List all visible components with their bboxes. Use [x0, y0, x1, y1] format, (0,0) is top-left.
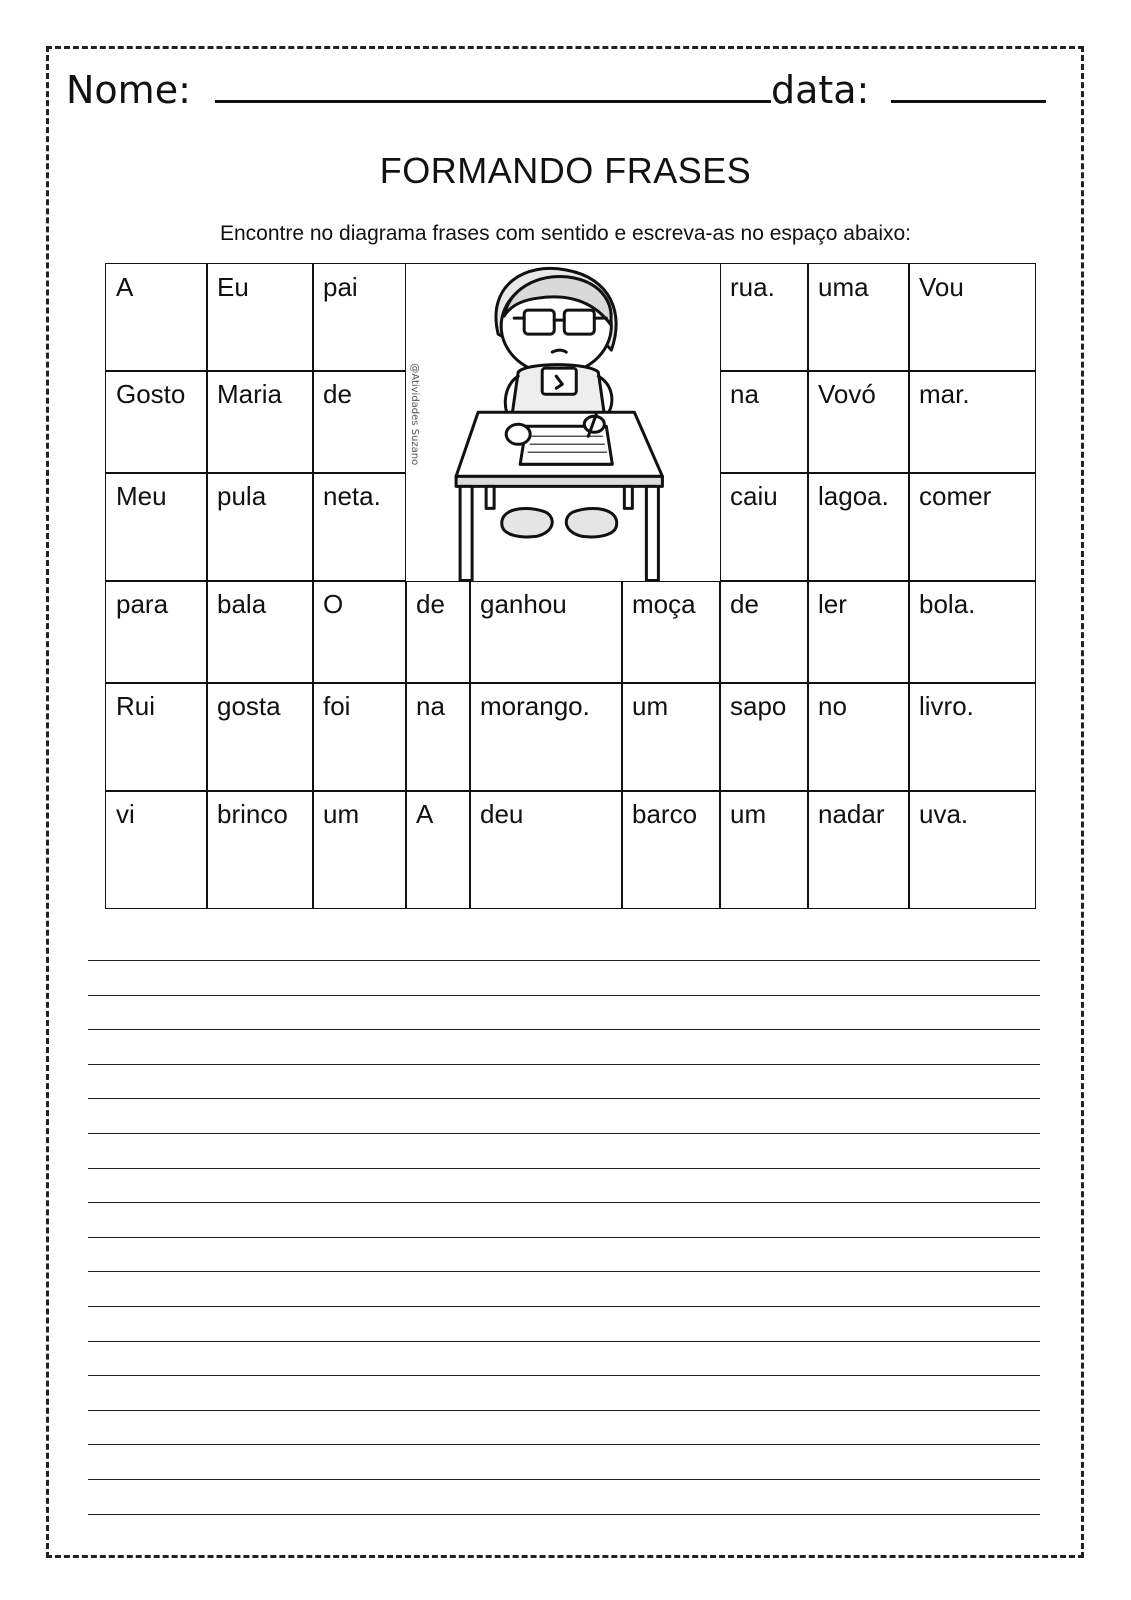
grid-cell: um [621, 682, 721, 792]
grid-cell: ler [807, 580, 910, 684]
grid-cell: Rui [105, 682, 208, 792]
grid-cell: uma [807, 263, 910, 372]
grid-cell: nadar [807, 790, 910, 909]
grid-cell: foi [312, 682, 407, 792]
writing-line[interactable] [88, 1202, 1040, 1203]
grid-cell: O [312, 580, 407, 684]
writing-line[interactable] [88, 995, 1040, 996]
grid-cell: Eu [206, 263, 314, 372]
girl-writing-illustration [405, 263, 721, 582]
grid-cell: livro. [908, 682, 1036, 792]
date-label: data: [770, 68, 870, 112]
grid-cell: no [807, 682, 910, 792]
writing-line[interactable] [88, 1341, 1040, 1342]
grid-cell: mar. [908, 370, 1036, 474]
grid-cell: Maria [206, 370, 314, 474]
grid-cell: A [105, 263, 208, 372]
writing-line[interactable] [88, 1029, 1040, 1030]
grid-cell: para [105, 580, 208, 684]
writing-line[interactable] [88, 1133, 1040, 1134]
writing-line[interactable] [88, 1306, 1040, 1307]
grid-cell: pai [312, 263, 407, 372]
grid-cell: de [719, 580, 809, 684]
grid-cell: deu [469, 790, 623, 909]
grid-cell: um [719, 790, 809, 909]
grid-cell: bala [206, 580, 314, 684]
grid-cell: lagoa. [807, 472, 910, 582]
grid-cell: Vovó [807, 370, 910, 474]
grid-cell: de [312, 370, 407, 474]
writing-line[interactable] [88, 1064, 1040, 1065]
name-label: Nome: [66, 68, 191, 112]
writing-line[interactable] [88, 1444, 1040, 1445]
header-line [66, 68, 1046, 112]
grid-cell: gosta [206, 682, 314, 792]
writing-line[interactable] [88, 1237, 1040, 1238]
grid-cell: uva. [908, 790, 1036, 909]
instruction-text: Encontre no diagrama frases com sentido e escreva-as no espaço abaixo: [219, 222, 912, 245]
grid-cell: moça [621, 580, 721, 684]
grid-cell: rua. [719, 263, 809, 372]
writing-line[interactable] [88, 1375, 1040, 1376]
grid-cell: de [405, 580, 471, 684]
name-blank[interactable] [215, 68, 771, 103]
grid-cell: sapo [719, 682, 809, 792]
grid-cell: Gosto [105, 370, 208, 474]
grid-cell: caiu [719, 472, 809, 582]
grid-cell: morango. [469, 682, 623, 792]
writing-line[interactable] [88, 1479, 1040, 1480]
grid-cell: ganhou [469, 580, 623, 684]
grid-cell: barco [621, 790, 721, 909]
grid-cell: brinco [206, 790, 314, 909]
grid-cell: comer [908, 472, 1036, 582]
writing-line[interactable] [88, 1271, 1040, 1272]
date-blank[interactable] [891, 68, 1046, 103]
writing-line[interactable] [88, 1514, 1040, 1515]
grid-cell: A [405, 790, 471, 909]
page-title: FORMANDO FRASES [379, 150, 752, 191]
writing-line[interactable] [88, 960, 1040, 961]
word-grid [105, 263, 1034, 907]
grid-cell: bola. [908, 580, 1036, 684]
grid-cell: um [312, 790, 407, 909]
grid-cell: neta. [312, 472, 407, 582]
grid-cell: na [719, 370, 809, 474]
writing-line[interactable] [88, 1168, 1040, 1169]
watermark-text: @Atividades Suzano [409, 363, 421, 466]
grid-cell: pula [206, 472, 314, 582]
grid-cell: vi [105, 790, 208, 909]
writing-line[interactable] [88, 1098, 1040, 1099]
grid-cell: na [405, 682, 471, 792]
grid-cell: Meu [105, 472, 208, 582]
girl-at-desk-icon [406, 264, 722, 583]
grid-cell: Vou [908, 263, 1036, 372]
writing-line[interactable] [88, 1410, 1040, 1411]
